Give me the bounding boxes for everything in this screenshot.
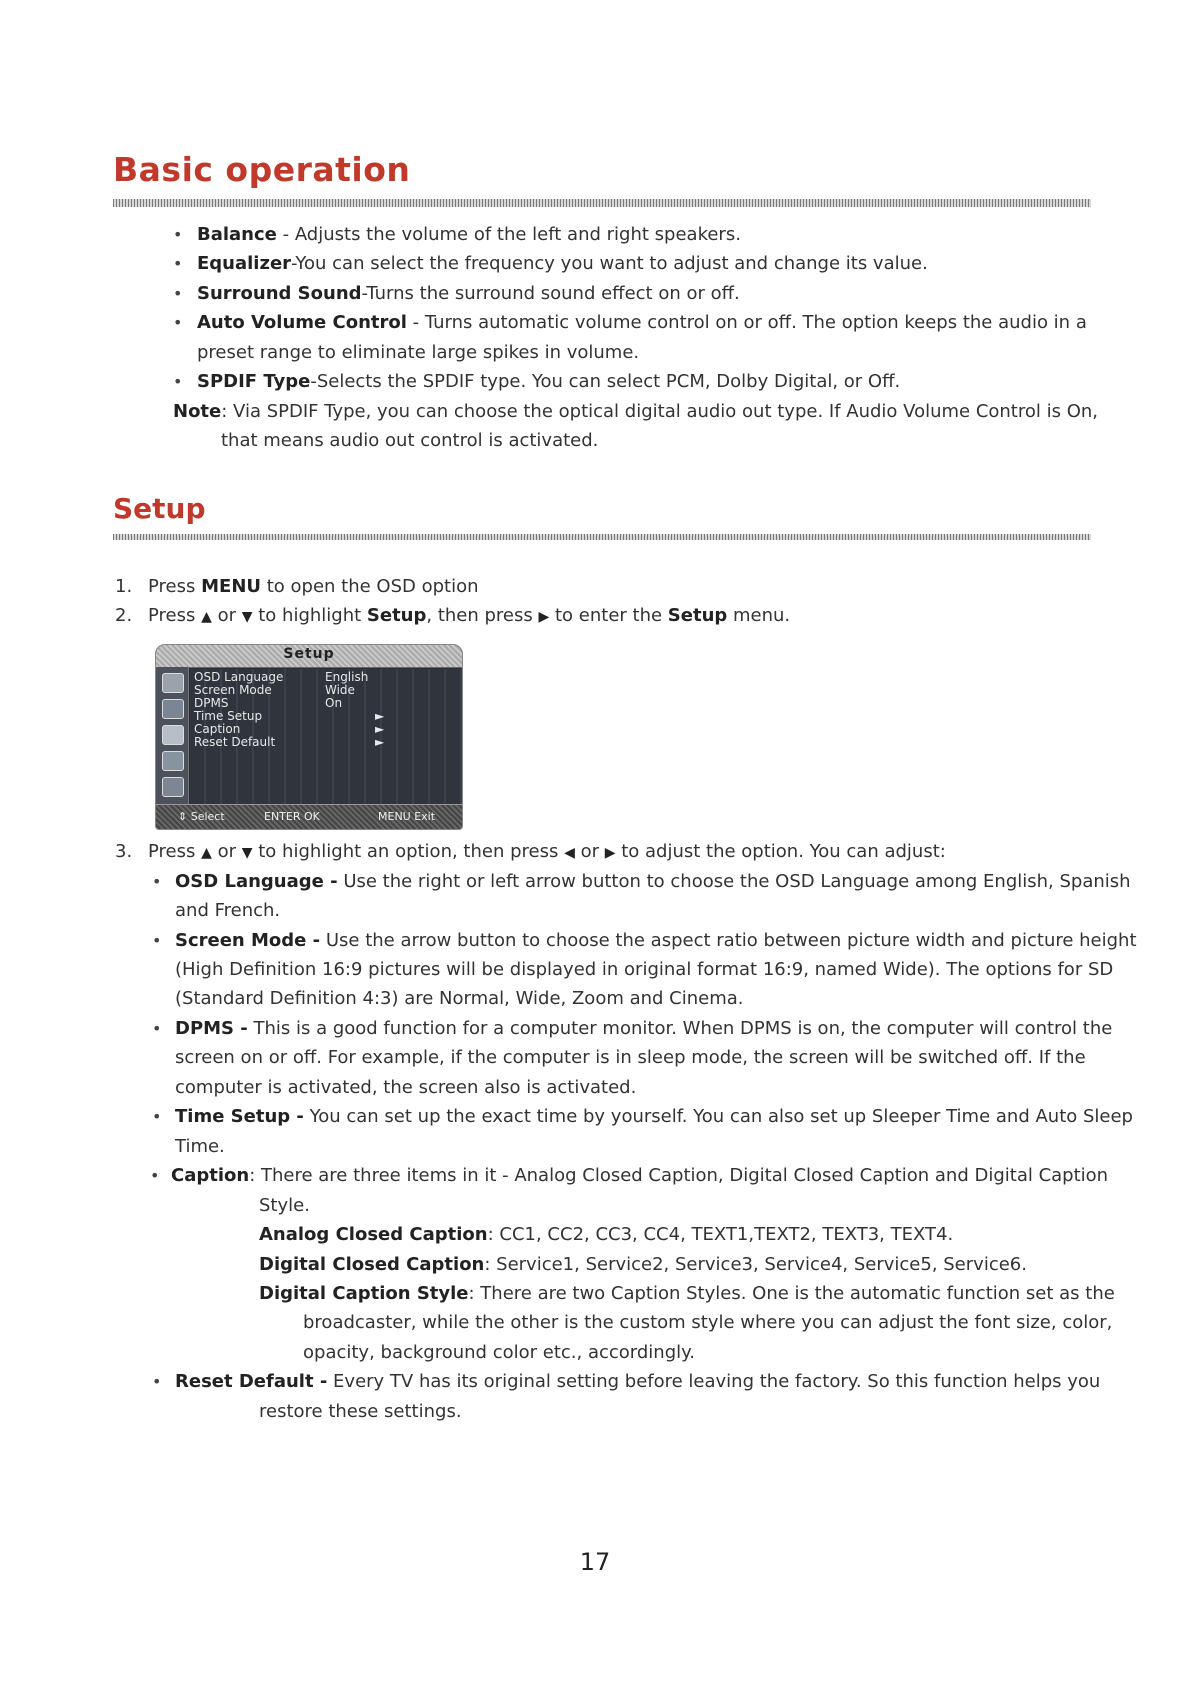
osd-footer-select: ⇕ Select [178, 810, 225, 823]
right-arrow-icon: ▶ [604, 845, 616, 861]
note: Note: Via SPDIF Type, you can choose the optical digital audio out type. If Audio Volume Control is On, [173, 401, 1099, 422]
right-arrow-icon: ▶ [538, 609, 550, 625]
osd-arrow-icon: ► [375, 709, 385, 723]
option-caption-cont: Style. [259, 1195, 310, 1216]
item-spdif: SPDIF Type-Selects the SPDIF type. You can select PCM, Dolby Digital, or Off. [197, 371, 901, 392]
down-arrow-icon: ▼ [241, 845, 253, 861]
bullet: • [152, 872, 162, 891]
option-screen-mode: Screen Mode - Use the arrow button to choose the aspect ratio between picture width and picture height [175, 930, 1137, 951]
osd-row-osd-language[interactable]: OSD Language [194, 670, 284, 684]
item-balance: Balance - Adjusts the volume of the left and right speakers. [197, 224, 741, 245]
option-dpms: DPMS - This is a good function for a computer monitor. When DPMS is on, the computer will control the [175, 1018, 1113, 1039]
osd-arrow-icon: ► [375, 722, 385, 736]
step-number: 2. [115, 605, 133, 626]
setup-icon [162, 725, 184, 745]
section-title-basic-operation: Basic operation [113, 150, 411, 189]
bullet: • [173, 372, 183, 391]
osd-row-dpms[interactable]: DPMS [194, 696, 229, 710]
osd-row-time-setup[interactable]: Time Setup [194, 709, 263, 723]
step-number: 1. [115, 576, 133, 597]
section-title-setup: Setup [113, 492, 206, 525]
osd-value: Wide [325, 683, 355, 697]
caption-digital-style-cont: broadcaster, while the other is the custom style where you can adjust the font size, color, [303, 1312, 1113, 1333]
picture-icon [162, 673, 184, 693]
bullet: • [173, 225, 183, 244]
bullet: • [173, 313, 183, 332]
section-divider [113, 199, 1091, 207]
caption-analog: Analog Closed Caption: CC1, CC2, CC3, CC4, TEXT1,TEXT2, TEXT3, TEXT4. [259, 1224, 954, 1245]
page-number: 17 [579, 1548, 611, 1576]
option-reset-default: Reset Default - Every TV has its original setting before leaving the factory. So this function helps you [175, 1371, 1101, 1392]
bullet: • [173, 284, 183, 303]
option-time-setup-cont: Time. [175, 1136, 225, 1157]
osd-arrow-icon: ► [375, 735, 385, 749]
item-equalizer: Equalizer-You can select the frequency you want to adjust and change its value. [197, 253, 928, 274]
bullet: • [152, 1372, 162, 1391]
osd-row-caption[interactable]: Caption [194, 722, 241, 736]
lock-icon [162, 751, 184, 771]
osd-body [190, 669, 462, 805]
bullet: • [150, 1166, 160, 1185]
step-number: 3. [115, 841, 133, 862]
bullet: • [152, 1019, 162, 1038]
bullet: • [152, 1107, 162, 1126]
note-cont: that means audio out control is activated. [221, 430, 599, 451]
option-time-setup: Time Setup - You can set up the exact time by yourself. You can also set up Sleeper Time and Auto Sleep [175, 1106, 1133, 1127]
down-arrow-icon: ▼ [241, 609, 253, 625]
caption-digital-style-cont: opacity, background color etc., accordingly. [303, 1342, 695, 1363]
option-osd-language: OSD Language - Use the right or left arrow button to choose the OSD Language among English, Spanish [175, 871, 1131, 892]
caption-digital: Digital Closed Caption: Service1, Service2, Service3, Service4, Service5, Service6. [259, 1254, 1027, 1275]
caption-digital-style: Digital Caption Style: There are two Caption Styles. One is the automatic function set as the [259, 1283, 1115, 1304]
option-screen-mode-cont: (Standard Definition 4:3) are Normal, Wide, Zoom and Cinema. [175, 988, 744, 1009]
osd-row-reset-default[interactable]: Reset Default [194, 735, 276, 749]
osd-header [156, 645, 462, 668]
option-caption: Caption: There are three items in it - Analog Closed Caption, Digital Closed Caption and Digital Caption [171, 1165, 1109, 1186]
osd-sidebar [156, 667, 189, 805]
osd-footer-menu: MENU Exit [378, 810, 436, 823]
osd-value: English [325, 670, 369, 684]
item-surround-sound: Surround Sound-Turns the surround sound effect on or off. [197, 283, 740, 304]
audio-icon [162, 699, 184, 719]
item-auto-volume: Auto Volume Control - Turns automatic volume control on or off. The option keeps the audio in a [197, 312, 1087, 333]
step-1: Press MENU to open the OSD option [148, 576, 479, 597]
osd-setup-menu [155, 644, 463, 830]
left-arrow-icon: ◀ [564, 845, 575, 861]
bullet: • [152, 931, 162, 950]
option-dpms-cont: screen on or off. For example, if the computer is in sleep mode, the screen will be switched off. If the [175, 1047, 1086, 1068]
osd-footer [156, 804, 462, 829]
option-dpms-cont: computer is activated, the screen also is activated. [175, 1077, 637, 1098]
up-arrow-icon: ▲ [201, 609, 212, 625]
osd-row-screen-mode[interactable]: Screen Mode [194, 683, 272, 697]
option-screen-mode-cont: (High Definition 16:9 pictures will be displayed in original format 16:9, named Wide). The options for SD [175, 959, 1114, 980]
option-reset-default-cont: restore these settings. [259, 1401, 462, 1422]
section-divider [113, 534, 1091, 540]
item-auto-volume-cont: preset range to eliminate large spikes in volume. [197, 342, 640, 363]
channel-icon [162, 777, 184, 797]
bullet: • [173, 254, 183, 273]
option-osd-language-cont: and French. [175, 900, 281, 921]
osd-title: Setup [283, 646, 335, 662]
osd-footer-enter: ENTER OK [264, 810, 320, 823]
step-2: Press ▲ or ▼ to highlight Setup, then press ▶ to enter the Setup menu. [148, 605, 791, 626]
osd-value: On [325, 696, 343, 710]
up-arrow-icon: ▲ [201, 845, 212, 861]
step-3: Press ▲ or ▼ to highlight an option, then press ◀ or ▶ to adjust the option. You can adjust: [148, 841, 946, 862]
